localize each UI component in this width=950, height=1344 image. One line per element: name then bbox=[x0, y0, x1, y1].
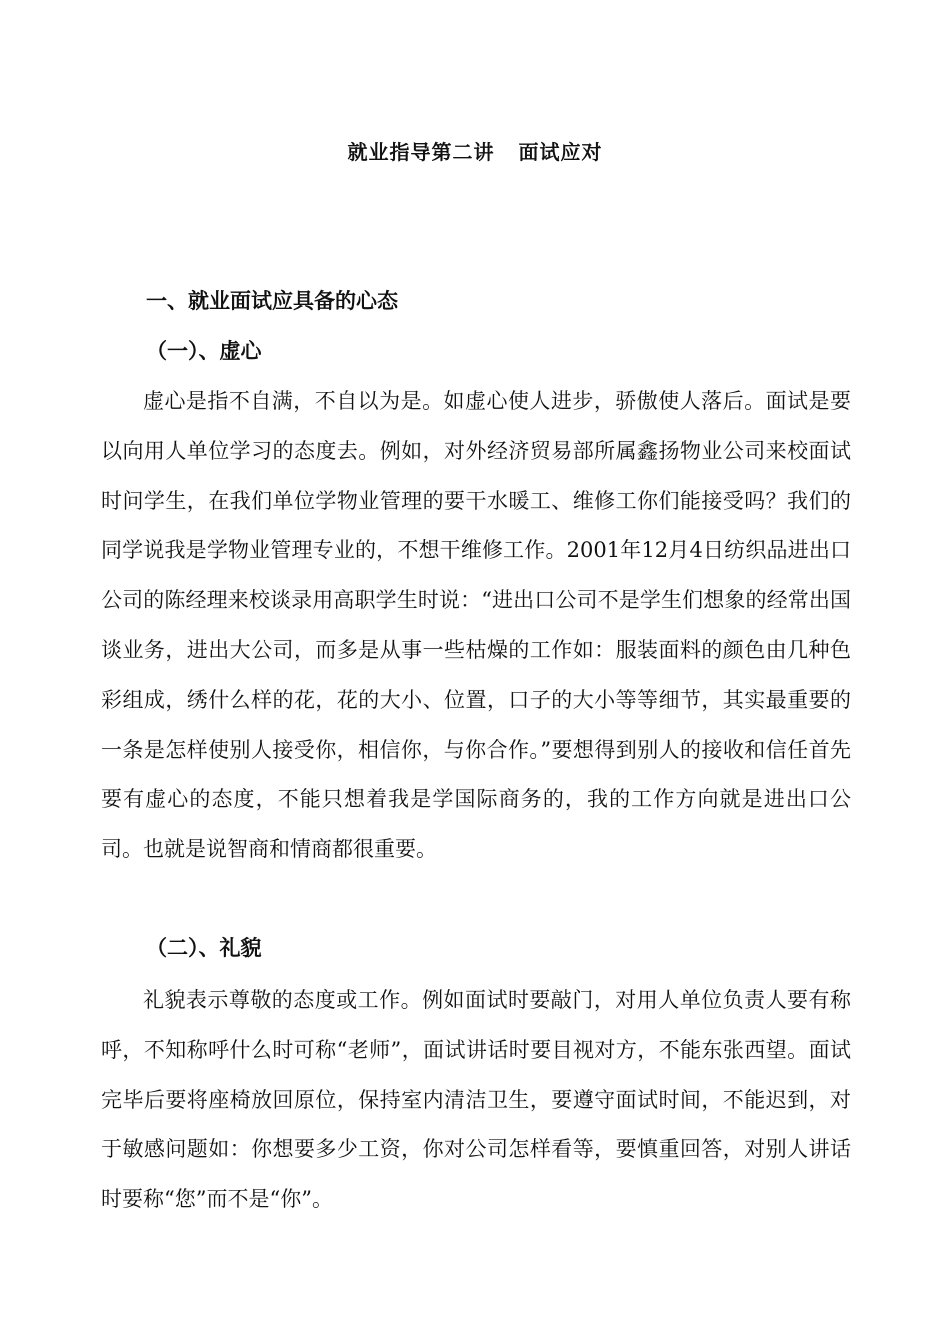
subsection-heading-courtesy: （二）、礼貌 bbox=[146, 936, 262, 960]
paragraph-modesty: 虚心是指不自满，不自以为是。如虚心使人进步，骄傲使人落后。面试是要以向用人单位学习的态度去。例如，对外经济贸易部所属鑫扬物业公司来校面试时问学生，在我们单位学物业管理的要干水暖工、维修工你们能接受吗？我们的同学说我是学物业管理专业的，不想干维修工作。2001年12月4日纺织品进出口公司的陈经理来校谈录用高职学生时说：“进出口公司不是学生们想象的经常出国谈业务，进出大公司，而多是从事一些枯燥的工作如：服装面料的颜色由几种色彩组成，绣什么样的花，花的大小、位置，口子的大小等等细节，其实最重要的一条是怎样使别人接受你，相信你，与你合作。”要想得到别人的接收和信任首先要有虚心的态度，不能只想着我是学国际商务的，我的工作方向就是进出口公司。也就是说智商和情商都很重要。 bbox=[101, 389, 851, 862]
document-title bbox=[0, 138, 950, 166]
section-heading-mindset: 一、就业面试应具备的心态 bbox=[146, 289, 398, 313]
subsection-heading-modesty: （一）、虚心 bbox=[146, 339, 262, 363]
title-part-1: 就业指导第二讲 bbox=[347, 140, 495, 164]
paragraph-courtesy: 礼貌表示尊敬的态度或工作。例如面试时要敲门，对用人单位负责人要有称呼，不知称呼什么时可称“老师”，面试讲话时要目视对方，不能东张西望。面试完毕后要将座椅放回原位，保持室内清洁卫生，要遵守面试时间，不能迟到，对于敏感问题如：你想要多少工资，你对公司怎样看等，要慎重回答，对别人讲话时要称“您”而不是“你”。 bbox=[101, 988, 851, 1212]
title-part-2: 面试应对 bbox=[518, 140, 603, 164]
